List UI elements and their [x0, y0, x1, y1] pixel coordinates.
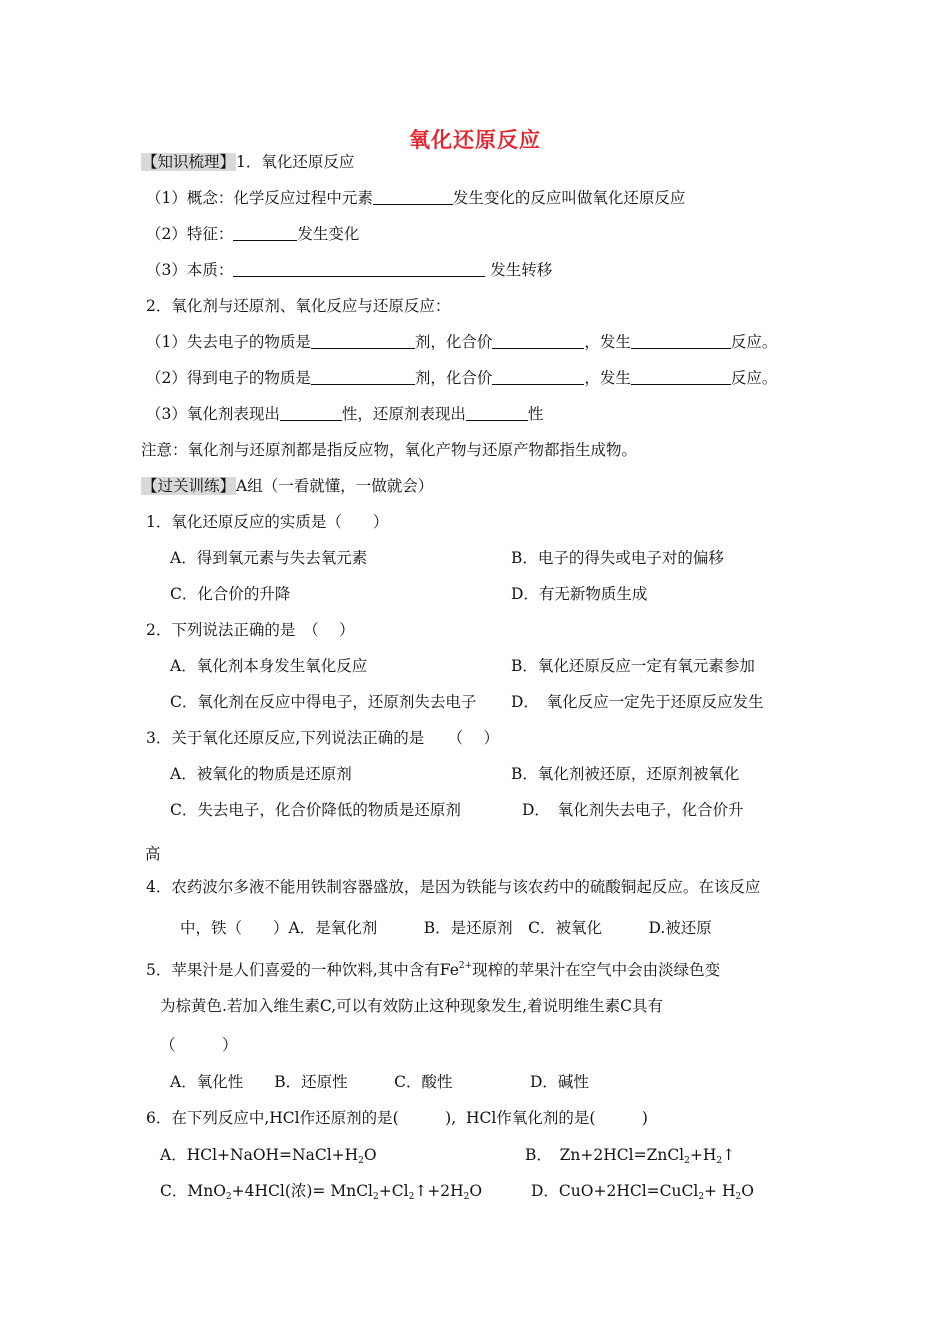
option-6d[interactable]: D．CuO+2HCl=CuCl$_2$+ $H_2O$ [531, 1182, 754, 1202]
option-3c[interactable]: C．失去电子，化合价降低的物质是还原剂 [170, 801, 461, 819]
option-1a[interactable]: A．得到氧元素与失去氧元素 [170, 549, 368, 567]
answer-blank[interactable] [373, 188, 453, 205]
option-3b[interactable]: B．氧化剂被还原，还原剂被氧化 [511, 765, 740, 783]
question-1: 1．氧化还原反应的实质是（ ） [146, 513, 389, 531]
lose-electron-line: （1）失去电子的物质是 剂，化合价 ，发生 反应。 [146, 333, 778, 351]
option-2b[interactable]: B．氧化还原反应一定有氧元素参加 [511, 657, 755, 675]
show-property-line: （3）氧化剂表现出 性，还原剂表现出 性 [146, 405, 544, 423]
question-3: 3．关于氧化还原反应,下列说法正确的是 （ ） [146, 729, 499, 747]
section1-heading: 【知识梳理】1．氧化还原反应 [142, 153, 355, 171]
option-1c[interactable]: C．化合价的升降 [170, 585, 291, 603]
note-line: 注意：氧化剂与还原剂都是指反应物，氧化产物与还原产物都指生成物。 [141, 441, 638, 459]
section2-heading: 【过关训练】A组（一看就懂，一做就会） [142, 477, 434, 495]
answer-blank[interactable] [492, 368, 584, 385]
option-2d[interactable]: D． 氧化反应一定先于还原反应发生 [511, 693, 764, 711]
question-4: 4．农药波尔多液不能用铁制容器盛放，是因为铁能与该农药中的硫酸铜起反应。在该反应 [146, 878, 761, 896]
answer-blank[interactable] [492, 332, 584, 349]
option-6b[interactable]: B． $Zn+2HCl=ZnCl_2+H_2↑$ [525, 1146, 736, 1166]
answer-blank[interactable] [631, 332, 731, 349]
option-3a[interactable]: A．被氧化的物质是还原剂 [170, 765, 352, 783]
knowledge-tag: 【知识梳理】 [142, 153, 236, 171]
question-5-continued: 为棕黄色.若加入维生素C,可以有效防止这种现象发生,着说明维生素C具有 [160, 997, 663, 1015]
answer-blank[interactable] [233, 260, 485, 277]
question-5: 5．苹果汁是人们喜爱的一种饮料,其中含有$Fe^{2+}$现榨的苹果汁在空气中会由淡绿色变 [146, 961, 721, 979]
question-2: 2．下列说法正确的是 （ ） [146, 621, 355, 639]
option-6a[interactable]: A．$HCl+NaOH=NaCl+H_2O$ [160, 1146, 377, 1166]
gain-electron-line: （2）得到电子的物质是 剂，化合价 ，发生 反应。 [146, 369, 778, 387]
question-6: 6．在下列反应中,HCl作还原剂的是( ), HCl作氧化剂的是( ) [146, 1109, 648, 1127]
feature-line: （2）特征： 发生变化 [146, 225, 360, 243]
practice-tag: 【过关训练】 [142, 477, 236, 495]
option-1b[interactable]: B．电子的得失或电子对的偏移 [511, 549, 724, 567]
question-5-options[interactable]: A．氧化性 B．还原性 C．酸性 D．碱性 [170, 1073, 589, 1091]
option-2a[interactable]: A．氧化剂本身发生氧化反应 [170, 657, 368, 675]
answer-blank[interactable] [466, 404, 528, 421]
section1-heading2: 2．氧化剂与还原剂、氧化反应与还原反应： [146, 297, 451, 315]
essence-line: （3）本质： 发生转移 [146, 261, 553, 279]
concept-line: （1）概念：化学反应过程中元素 发生变化的反应叫做氧化还原反应 [146, 189, 686, 207]
question-5-answer-paren[interactable]: （ ） [160, 1036, 238, 1054]
option-3d-continued: 高 [145, 845, 161, 863]
answer-blank[interactable] [311, 332, 415, 349]
question-4-options[interactable]: 中，铁（ ）A．是氧化剂 B．是还原剂 C．被氧化 D.被还原 [180, 919, 712, 937]
answer-blank[interactable] [311, 368, 415, 385]
option-3d[interactable]: D． 氧化剂失去电子，化合价升 [522, 801, 744, 819]
option-6c[interactable]: C．MnO$_2$+4HCl(浓)= $MnCl_2+Cl_2↑+2H_2O$ [160, 1182, 483, 1202]
answer-blank[interactable] [631, 368, 731, 385]
page-title: 氧化还原反应 [409, 127, 541, 152]
answer-blank[interactable] [280, 404, 342, 421]
option-1d[interactable]: D．有无新物质生成 [511, 585, 648, 603]
answer-blank[interactable] [233, 224, 297, 241]
option-2c[interactable]: C．氧化剂在反应中得电子，还原剂失去电子 [170, 693, 477, 711]
